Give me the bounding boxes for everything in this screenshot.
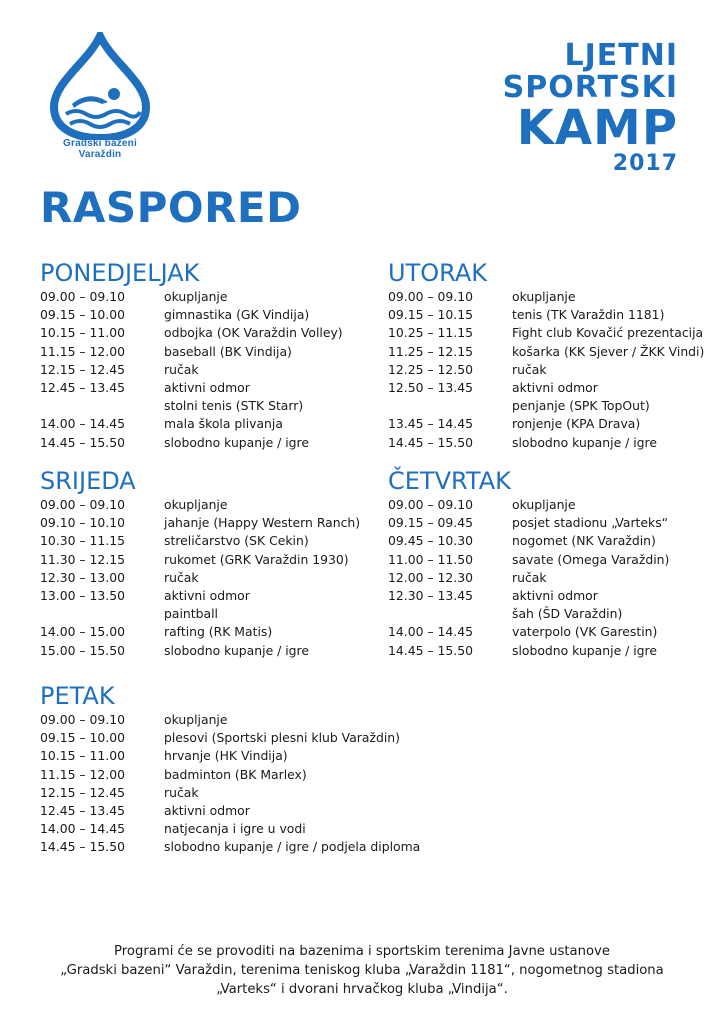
schedule-time: 13.45 – 14.45 [388, 416, 474, 432]
schedule-row [388, 642, 669, 660]
schedule-time [40, 605, 164, 623]
schedule-time [388, 605, 512, 623]
schedule-time: 11.15 – 12.00 [40, 766, 126, 782]
day-thursday [388, 466, 669, 660]
schedule-row [40, 711, 420, 729]
schedule-activity: okupljanje [164, 712, 228, 727]
camp-line-2: SPORTSKI [502, 70, 678, 105]
schedule-row [388, 361, 704, 379]
schedule-activity: nogomet (NK Varaždin) [512, 533, 656, 549]
day-friday [40, 681, 420, 857]
schedule-time: 15.00 – 15.50 [40, 642, 126, 658]
schedule-activity: aktivni odmor [512, 380, 598, 396]
schedule-row [40, 766, 420, 784]
schedule-activity: stolni tenis (STK Starr) [164, 398, 304, 414]
schedule-row [40, 379, 343, 397]
schedule-row [40, 802, 420, 820]
schedule-row [40, 784, 420, 802]
schedule-activity: slobodno kupanje / igre [512, 642, 657, 658]
schedule-row [40, 306, 343, 324]
day-heading: PONEDJELJAK [40, 259, 200, 287]
schedule-row [388, 587, 669, 605]
schedule-time: 11.00 – 11.50 [388, 551, 474, 567]
schedule-row [388, 514, 669, 532]
camp-title [503, 40, 678, 176]
schedule-time: 14.00 – 14.45 [40, 821, 126, 837]
schedule-time: 14.00 – 15.00 [40, 624, 126, 640]
schedule-activity: hrvanje (HK Vindija) [164, 748, 288, 764]
schedule-time: 09.15 – 10.00 [40, 730, 126, 746]
schedule-row [388, 288, 704, 306]
schedule-activity: odbojka (OK Varaždin Volley) [164, 325, 343, 341]
schedule-time: 09.10 – 10.10 [40, 515, 126, 531]
schedule-activity: okupljanje [164, 497, 228, 512]
schedule-row [388, 623, 669, 641]
schedule-activity: natjecanja i igre u vodi [164, 821, 306, 837]
schedule-activity: ručak [512, 569, 547, 585]
schedule-time: 11.15 – 12.00 [40, 343, 126, 359]
page-title: RASPORED [40, 183, 302, 232]
schedule-row [40, 496, 360, 514]
schedule-row [388, 397, 704, 415]
day-heading: UTORAK [388, 259, 487, 287]
schedule-activity: ručak [164, 361, 199, 377]
schedule-activity: paintball [164, 606, 218, 622]
schedule-row [388, 434, 704, 452]
camp-year: 2017 [612, 151, 678, 176]
schedule-time: 12.00 – 12.30 [388, 569, 474, 585]
schedule-activity: aktivni odmor [164, 588, 250, 604]
schedule-time: 09.45 – 10.30 [388, 533, 474, 549]
footer-note [0, 942, 724, 1000]
schedule-activity: šah (ŠD Varaždin) [512, 606, 623, 622]
schedule-time: 14.45 – 15.50 [40, 839, 126, 855]
schedule-activity: slobodno kupanje / igre [164, 434, 309, 450]
footer-line-1: Programi će se provoditi na bazenima i sportskim terenima Javne ustanove [114, 944, 610, 959]
schedule-activity: ručak [512, 361, 547, 377]
schedule-activity: Fight club Kovačić prezentacija [512, 325, 704, 341]
schedule-activity: plesovi (Sportski plesni klub Varaždin) [164, 730, 400, 746]
schedule-activity: okupljanje [512, 497, 576, 512]
schedule-activity: aktivni odmor [164, 803, 250, 819]
schedule-row [40, 532, 360, 550]
logo-line-2: Varaždin [78, 149, 122, 160]
schedule-activity: rafting (RK Matis) [164, 624, 273, 640]
schedule-row [40, 569, 360, 587]
schedule-time: 11.30 – 12.15 [40, 551, 126, 567]
schedule-row [388, 569, 669, 587]
schedule-row [40, 747, 420, 765]
schedule-row [40, 361, 343, 379]
day-heading: PETAK [40, 682, 115, 710]
schedule-time: 09.00 – 09.10 [388, 289, 474, 304]
schedule-row [40, 415, 343, 433]
schedule-time: 14.45 – 15.50 [40, 434, 126, 450]
schedule-time: 14.00 – 14.45 [388, 624, 474, 640]
schedule-time: 09.15 – 09.45 [388, 515, 474, 531]
schedule-activity: ronjenje (KPA Drava) [512, 416, 641, 432]
schedule-row [40, 587, 360, 605]
schedule-time: 14.00 – 14.45 [40, 416, 126, 432]
day-heading: ČETVRTAK [388, 467, 511, 495]
schedule-activity: aktivni odmor [164, 380, 250, 396]
schedule-time: 10.30 – 11.15 [40, 533, 126, 549]
schedule-row [40, 642, 360, 660]
schedule-activity: posjet stadionu „Varteks“ [512, 515, 669, 531]
schedule-row [40, 288, 343, 306]
schedule-row [40, 343, 343, 361]
schedule-activity: aktivni odmor [512, 588, 598, 604]
day-tuesday [388, 258, 704, 452]
schedule-row [388, 324, 704, 342]
schedule-time: 10.15 – 11.00 [40, 748, 126, 764]
schedule-row [388, 379, 704, 397]
logo-text [30, 138, 170, 160]
logo-line-1: Gradski bazeni [63, 138, 137, 149]
schedule-time: 09.15 – 10.15 [388, 307, 474, 323]
schedule-time: 12.25 – 12.50 [388, 361, 474, 377]
schedule-row [388, 496, 669, 514]
day-monday [40, 258, 343, 452]
schedule-row [40, 820, 420, 838]
schedule-activity: mala škola plivanja [164, 416, 283, 432]
schedule-time: 14.45 – 15.50 [388, 434, 474, 450]
schedule-time: 09.00 – 09.10 [40, 289, 126, 304]
schedule-time: 09.15 – 10.00 [40, 307, 126, 323]
schedule-activity: slobodno kupanje / igre [164, 642, 309, 658]
schedule-time: 09.00 – 09.10 [40, 497, 126, 512]
footer-line-2: „Gradski bazeni“ Varaždin, terenima teniskog kluba „Varaždin 1181“, nogometnog stadiona [60, 963, 664, 979]
schedule-activity: ručak [164, 784, 199, 800]
schedule-activity: baseball (BK Vindija) [164, 343, 292, 359]
schedule-time: 12.45 – 13.45 [40, 380, 126, 396]
schedule-activity: jahanje (Happy Western Ranch) [164, 515, 361, 531]
schedule-activity: penjanje (SPK TopOut) [512, 398, 650, 414]
day-heading: SRIJEDA [40, 467, 136, 495]
schedule-time: 10.15 – 11.00 [40, 325, 126, 341]
schedule-row [40, 397, 343, 415]
schedule-row [40, 838, 420, 856]
schedule-activity: okupljanje [164, 289, 228, 304]
schedule-row [40, 434, 343, 452]
schedule-time: 13.00 – 13.50 [40, 588, 126, 604]
footer-line-3: „Varteks“ i dvorani hrvačkog kluba „Vindija“. [216, 982, 508, 998]
schedule-activity: slobodno kupanje / igre [512, 434, 657, 450]
schedule-time [388, 397, 512, 415]
schedule-time: 11.25 – 12.15 [388, 343, 474, 359]
schedule-time: 10.25 – 11.15 [388, 325, 474, 341]
camp-line-1: LJETNI [564, 38, 678, 73]
schedule-time: 12.50 – 13.45 [388, 380, 474, 396]
schedule-row [40, 324, 343, 342]
schedule-time: 09.00 – 09.10 [40, 712, 126, 727]
schedule-activity: ručak [164, 569, 199, 585]
schedule-row [388, 551, 669, 569]
schedule-row [40, 514, 360, 532]
schedule-activity: badminton (BK Marlex) [164, 766, 307, 782]
schedule-activity: gimnastika (GK Vindija) [164, 307, 310, 323]
schedule-activity: savate (Omega Varaždin) [512, 551, 670, 567]
schedule-activity: vaterpolo (VK Garestin) [512, 624, 658, 640]
schedule-time: 14.45 – 15.50 [388, 642, 474, 658]
schedule-row [388, 605, 669, 623]
schedule-time: 12.30 – 13.00 [40, 569, 126, 585]
day-wednesday [40, 466, 360, 660]
schedule-time: 12.30 – 13.45 [388, 588, 474, 604]
schedule-time: 12.15 – 12.45 [40, 784, 126, 800]
schedule-activity: košarka (KK Sjever / ŽKK Vindi) [512, 343, 705, 359]
schedule-row [40, 729, 420, 747]
schedule-row [40, 605, 360, 623]
schedule-time: 12.15 – 12.45 [40, 361, 126, 377]
schedule-time [40, 397, 164, 415]
schedule-activity: rukomet (GRK Varaždin 1930) [164, 551, 349, 567]
schedule-row [388, 532, 669, 550]
schedule-row [40, 623, 360, 641]
schedule-activity: tenis (TK Varaždin 1181) [512, 307, 665, 323]
schedule-time: 12.45 – 13.45 [40, 803, 126, 819]
schedule-row [388, 415, 704, 433]
camp-line-3: KAMP [516, 100, 678, 156]
schedule-row [388, 306, 704, 324]
schedule-activity: streličarstvo (SK Cekin) [164, 533, 309, 549]
schedule-row [388, 343, 704, 361]
schedule-row [40, 551, 360, 569]
schedule-activity: slobodno kupanje / igre / podjela diploma [164, 839, 421, 855]
schedule-time: 09.00 – 09.10 [388, 497, 474, 512]
schedule-activity: okupljanje [512, 289, 576, 304]
